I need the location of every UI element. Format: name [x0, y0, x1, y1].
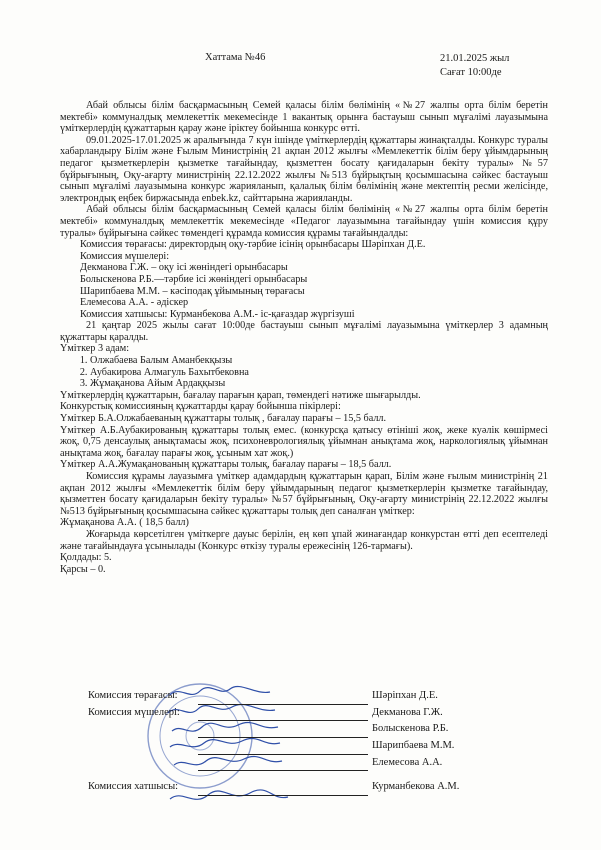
- paragraph-result: Үміткерлердің құжаттарын, бағалау парағын қарап, төмендегі нәтиже шығарылды.: [60, 389, 421, 401]
- commission-chair: Комиссия төрағасы: директордың оқу-тәрбие ісінің орынбасары Шәріпхан Д.Е.: [80, 239, 426, 251]
- paragraph-decision: Комиссия құрамы лауазымға үміткер адамдардың құжаттарын қарап, Білім және ғылым министрінің 21 ақпан 2012 жылғы «Мемлекеттік білім беру ұйымдарының педагог қызметкерлерін қызметке тағайындау, қызметтен босату қағидаларын бекіту туралы» №57 бұйрығының, Оқу-ағарту министрінің 22.12.2022 жылғы №513 бұйрығының қосымшасына сәйкес құжаттары толық деп саналған үміткер:: [60, 471, 548, 517]
- signature-role: Комиссия мүшелері:: [88, 706, 180, 718]
- signature-role: Комиссия хатшысы:: [88, 781, 179, 793]
- winner: Жұмақанова А.А. ( 18,5 балл): [60, 517, 189, 529]
- review-aubakirova: Үміткер А.Б.Аубакированың құжаттары толық емес. (конкурсқа қатысу өтініші жоқ, жеке куәлік көшірмесі жоқ, 0,75 денсаулық анықтамасы жоқ, психоневрологиялық ұйымнан анықтама жоқ, наркологиялық ұйымнан анықтама жоқ, бағалау парағы жоқ, ұсыным хат жоқ.): [60, 424, 548, 459]
- signature-line: [198, 708, 368, 721]
- signature-line: [198, 692, 368, 705]
- signature-name: Шарипбаева М.М.: [372, 740, 455, 752]
- protocol-body: [60, 100, 548, 575]
- review-zhumakanova: Үміткер А.А.Жумақанованың құжаттары толық, бағалау парағы – 18,5 балл.: [60, 459, 392, 471]
- paragraph-opinions: Конкурстық комиссияның құжаттарды қарау бойынша пікірлері:: [60, 401, 341, 413]
- signature-name: Шәріпхан Д.Е.: [372, 689, 438, 701]
- signature-row: [88, 738, 558, 755]
- signature-row: [88, 721, 558, 738]
- paragraph-commission: Абай облысы білім басқармасының Семей қаласы білім бөлімінің «№27 жалпы орта білім беретін мектебі» коммуналдық мемлекеттік мекемесінде «Педагог лауазымына тағайындау үшін комиссия құру туралы» бұйрығына сәйкес төмендегі құрамда комиссия құрамы тағайындалды:: [60, 204, 548, 239]
- protocol-number: Хаттама №46: [205, 52, 266, 63]
- signature-name: Елемесова А.А.: [372, 756, 443, 768]
- candidate-item: 1. Олжабаева Балым Аманбекқызы: [90, 355, 548, 367]
- candidate-item: 2. Аубакирова Алмагуль Бахытбековна: [90, 367, 548, 379]
- signature-role: Комиссия төрағасы:: [88, 689, 178, 701]
- paragraph-announcement: 09.01.2025-17.01.2025 ж аралығында 7 күн ішінде үміткерлердің құжаттары жинақталды. Конкурс туралы хабарландыру Білім және Ғылым Министрінің 21 ақпан 2012 жылғы «Мемлекеттік білім беру ұйымдарының педагог қызметкерлерін қызметке тағайындау, қызметтен босату қағидаларын бекіту туралы» №57 бұйрығының, Оқу-ағарту министрінің 22.12.2022 жылғы №513 бұйрықтың қосымшасына сәйкес бастауыш сынып мұғалімі лауазымына конкурс жарияланып, қалалық білім бөлімінің және мектептің ресми желісінде, электрондық еңбек биржасында enbek.kz, сайттарына жарияланды.: [60, 134, 548, 204]
- member-item: Шарипбаева М.М. – кәсіподақ ұйымының төрағасы: [80, 285, 305, 297]
- date-time-block: [440, 52, 509, 80]
- signature-row: [88, 755, 558, 772]
- candidate-item: 3. Жұмақанова Айым Ардаққызы: [90, 378, 548, 390]
- signature-block: [88, 688, 558, 796]
- paragraph-review: 21 қаңтар 2025 жылы сағат 10:00де бастауыш сынып мұғалімі лауазымына үміткерлер 3 адамның құжаттары қаралды.: [60, 320, 548, 343]
- votes-against: Қарсы – 0.: [60, 563, 106, 575]
- signature-name: Болыскенова Р.Б.: [372, 723, 449, 735]
- signature-row: [88, 705, 558, 722]
- protocol-time: Сағат 10:00де: [440, 67, 502, 78]
- votes-for: Қолдады: 5.: [60, 552, 112, 564]
- review-olzhabaeva: Үміткер Б.А.Олжабаеваның құжаттары толық , бағалау парағы – 15,5 балл.: [60, 413, 387, 425]
- paragraph-recommendation: Жоғарыда көрсетілген үміткерге дауыс берілін, ең көп ұпай жинағандар конкурстан өтті деп есептеледі және тағайындауға ұсынылады (Конкурс өткізу туралы ережесінің 126-тармағы).: [60, 528, 548, 552]
- member-item: Болыскенова Р.Б.—тәрбие ісі жөніндегі орынбасары: [80, 273, 308, 285]
- protocol-date: 21.01.2025 жыл: [440, 53, 510, 64]
- signature-line: [198, 725, 368, 738]
- candidates-label: Үміткер 3 адам:: [60, 343, 130, 355]
- members-label: Комиссия мүшелері:: [80, 250, 170, 262]
- signature-name: Декманова Г.Ж.: [372, 706, 443, 718]
- candidates-list: [60, 355, 548, 390]
- paragraph-intro: Абай облысы білім басқармасының Семей қаласы білім бөлімінің «№27 жалпы орта білім беретін мектебі» коммуналдық мемлекеттік мекемесінде 1 вакантық орынға бастауыш сынып мұғалімі лауазымына үміткерлердің құжаттарын қарау және іріктеу бойынша конкурс өтті.: [60, 100, 548, 135]
- member-item: Декманова Г.Ж. – оқу ісі жөніндегі орынбасары: [80, 262, 288, 274]
- signature-line: [198, 758, 368, 771]
- signature-line: [198, 742, 368, 755]
- commission-secretary: Комиссия хатшысы: Курманбекова А.М.- іс-қағаздар жүргізуші: [80, 308, 355, 320]
- signature-line: [198, 783, 368, 796]
- member-item: Елемесова А.А. - әдіскер: [80, 297, 189, 309]
- signature-row: [88, 779, 558, 796]
- signature-row: [88, 688, 558, 705]
- signature-name: Курманбекова А.М.: [372, 781, 460, 793]
